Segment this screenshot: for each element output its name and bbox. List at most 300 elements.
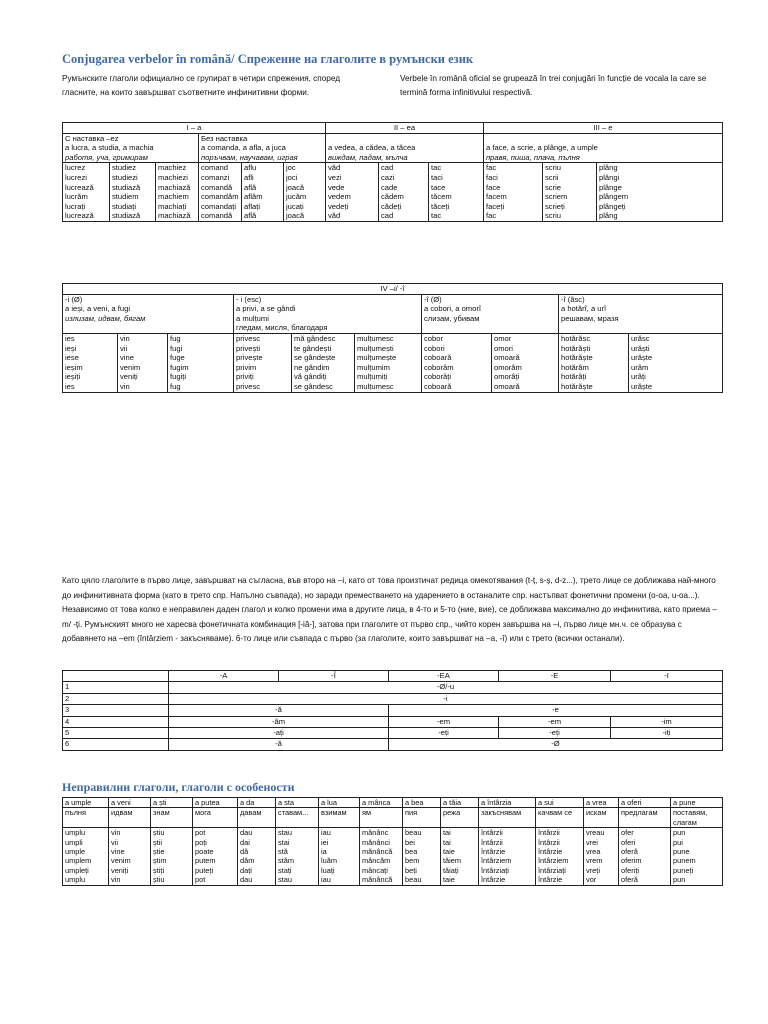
table-cell: plângeți <box>599 201 626 211</box>
table-cell: fugim <box>170 362 189 372</box>
table-cell: joacă <box>286 211 305 221</box>
forms-column <box>284 163 326 222</box>
table-cell: taie <box>443 847 455 857</box>
group-verbs: a face, a scrie, a plânge, a umple <box>486 143 598 153</box>
table-cell <box>536 828 584 885</box>
table-cell: mulțumesc <box>357 333 394 343</box>
table-cell: поставям, слагам <box>671 808 723 828</box>
table-cell: privesc <box>236 333 261 343</box>
table-cell: întârzie <box>538 847 563 857</box>
ending-header: -A <box>169 671 279 682</box>
table-cell: tai <box>443 828 451 838</box>
table-cell: hotărâm <box>561 362 589 372</box>
table-cell: идвам <box>109 808 151 828</box>
table-cell: urâți <box>631 372 646 382</box>
group-verbs: a hotărî, a urî <box>561 304 607 314</box>
table-cell <box>63 828 109 885</box>
table-cell: află <box>244 182 257 192</box>
group-translation: работя, уча, гримирам <box>65 152 148 162</box>
ending-cell: -ați <box>169 728 389 739</box>
table-cell: plângem <box>599 192 629 202</box>
table-cell: iau <box>321 828 331 838</box>
table-cell: режа <box>441 808 479 828</box>
table-cell: vedem <box>328 192 351 202</box>
table-cell: veniți <box>120 372 138 382</box>
table-cell: umpli <box>65 837 83 847</box>
table-cell: face <box>486 182 501 192</box>
table-cell: stăm <box>278 856 295 866</box>
group-translation: решавам, мразя <box>561 313 619 323</box>
table-cell: fac <box>486 163 497 173</box>
table-cell: bea <box>405 847 418 857</box>
table-cell: scrieți <box>545 201 565 211</box>
infinitive-row <box>63 798 723 808</box>
table-cell <box>671 828 723 885</box>
ending-header: -EA <box>389 671 499 682</box>
table-cell: a vrea <box>584 798 619 808</box>
table-cell: omorâm <box>494 362 522 372</box>
group-verbs: a comanda, a afla, a juca <box>201 143 286 153</box>
table-cell: scriu <box>545 211 562 221</box>
table-cell: poți <box>195 837 207 847</box>
table-cell: a oferi <box>619 798 671 808</box>
table-cell: puneți <box>673 865 694 875</box>
table-cell: пия <box>403 808 441 828</box>
table-cell: omori <box>494 343 513 353</box>
forms-column <box>156 163 199 222</box>
table-cell: văd <box>328 211 341 221</box>
ending-header: -E <box>499 671 611 682</box>
table-cell: tăiem <box>443 856 462 866</box>
table-cell: ставам... <box>276 808 319 828</box>
table-cell: iei <box>321 837 329 847</box>
table-cell: omoară <box>494 381 520 391</box>
table-cell: ieșiți <box>65 372 81 382</box>
table-cell: urăște <box>631 353 653 363</box>
table-cell: пълня <box>63 808 109 828</box>
table-cell: aflu <box>244 163 257 173</box>
ending-header: -I <box>611 671 723 682</box>
table-cell: fug <box>170 333 181 343</box>
table-cell: știm <box>153 856 167 866</box>
forms-row <box>63 333 723 392</box>
forms-row <box>63 828 723 885</box>
table-cell: vii <box>120 343 128 353</box>
table-cell: fuge <box>170 353 185 363</box>
group-cell <box>484 133 723 163</box>
table-cell: cad <box>381 163 394 173</box>
table-cell: joc <box>286 163 296 173</box>
ending-cell: -iți <box>611 728 723 739</box>
table-cell: studiem <box>112 192 139 202</box>
table-cell <box>319 828 360 885</box>
table-cell: mănânc <box>362 828 389 838</box>
forms-column <box>543 163 597 222</box>
ending-cell: -im <box>611 716 723 727</box>
table-cell: lucrează <box>65 182 94 192</box>
group-title: С наставка –ez <box>65 133 119 143</box>
forms-column <box>63 333 118 392</box>
group-verbs-extra: a mulțumi <box>236 313 269 323</box>
table-cell: vrea <box>586 847 601 857</box>
table-cell: tăiați <box>443 865 459 875</box>
table-cell: scrie <box>545 182 562 192</box>
table-cell: mulțumești <box>357 343 394 353</box>
table-cell: taie <box>443 875 455 885</box>
group-translation: излизам, идвам, бягам <box>65 313 146 323</box>
table-cell: umplu <box>65 875 86 885</box>
table-cell <box>63 671 169 682</box>
table-cell: mâncați <box>362 865 388 875</box>
table-cell: privim <box>236 362 257 372</box>
table-cell: comand <box>201 163 229 173</box>
table-cell: luați <box>321 865 335 875</box>
group-title: -î (Ø) <box>424 294 442 304</box>
table-cell: pui <box>673 837 683 847</box>
forms-column <box>63 163 110 222</box>
table-cell: fugi <box>170 343 183 353</box>
table-cell: vin <box>111 828 121 838</box>
table-cell: tac <box>431 211 442 221</box>
forms-column <box>597 163 723 222</box>
group-title: -î (ăsc) <box>561 294 585 304</box>
table-cell: studiezi <box>112 172 138 182</box>
group-translation: гледам, мисля, благодаря <box>236 323 328 333</box>
table-cell: scriem <box>545 192 568 202</box>
group-verbs: a lucra, a studia, a machia <box>65 143 154 153</box>
table-cell: veniți <box>111 865 129 875</box>
table-cell: stai <box>278 837 290 847</box>
table-cell: vreți <box>586 865 600 875</box>
table-cell: bei <box>405 837 415 847</box>
table-cell: te gândești <box>294 343 332 353</box>
table-cell <box>109 828 151 885</box>
table-cell: mănânci <box>362 837 390 847</box>
table-cell: oferiți <box>621 865 640 875</box>
table-cell: aflăm <box>244 192 263 202</box>
table-cell: a sui <box>536 798 584 808</box>
forms-column <box>168 333 234 392</box>
table-cell <box>584 828 619 885</box>
ending-cell: -Ø <box>389 739 723 750</box>
table-cell: ne gândim <box>294 362 330 372</box>
forms-column <box>110 163 156 222</box>
table-cell: studiază <box>112 182 141 192</box>
table-cell: beau <box>405 828 422 838</box>
table-cell: lucrăm <box>65 192 88 202</box>
table-cell: beți <box>405 865 417 875</box>
ending-cell: -i <box>169 693 723 704</box>
forms-column <box>118 333 168 392</box>
table-cell: vin <box>120 333 130 343</box>
table-cell: dați <box>240 865 252 875</box>
forms-column <box>484 163 543 222</box>
table-cell: machiem <box>158 192 189 202</box>
intro-romanian: Verbele în română oficial se grupează în trei conjugări în funcție de vocala la care se termină forma infinitivului respectivă. <box>400 74 707 97</box>
table-cell: întârzii <box>538 837 560 847</box>
table-cell: dai <box>240 837 250 847</box>
table-cell: comandă <box>201 211 233 221</box>
table-cell: comandă <box>201 182 233 192</box>
table-cell: află <box>244 211 257 221</box>
table-cell: lucrez <box>65 163 86 173</box>
table-cell: studiază <box>112 211 141 221</box>
forms-column <box>234 333 292 392</box>
table-cell: urăsc <box>631 333 650 343</box>
group-cell <box>199 133 326 163</box>
section-title-irregular: Неправилни глаголи, глаголи с особености <box>62 780 295 794</box>
table-cell: stați <box>278 865 292 875</box>
forms-row <box>63 163 723 222</box>
table-cell: ies <box>65 333 75 343</box>
group-verbs: a ieși, a veni, a fugi <box>65 304 131 314</box>
ending-header: -Î <box>279 671 389 682</box>
table-cell: hotărăsc <box>561 333 591 343</box>
table-cell: luăm <box>321 856 338 866</box>
table-cell: faci <box>486 172 498 182</box>
table-cell: hotărăște <box>561 381 593 391</box>
table-cell: pun <box>673 875 686 885</box>
table-cell: întârziem <box>538 856 569 866</box>
table-cell: beau <box>405 875 422 885</box>
table-cell: давам <box>238 808 276 828</box>
table-cell: hotărâți <box>561 372 587 382</box>
table-cell: a întârzia <box>479 798 536 808</box>
group-translation: правя, пиша, плача, пълня <box>486 152 580 162</box>
group-title: -i (Ø) <box>65 294 83 304</box>
table-cell: știi <box>153 837 163 847</box>
forms-column <box>355 333 422 392</box>
table-cell: hotărăști <box>561 343 591 353</box>
group-translation: слизам, убивам <box>424 313 480 323</box>
table-cell: mănâncă <box>362 847 393 857</box>
table-cell: a lua <box>319 798 360 808</box>
conjugation-table-4 <box>62 283 723 393</box>
ending-cell: -eți <box>389 728 499 739</box>
group-cell <box>234 294 422 333</box>
translation-row <box>63 808 723 828</box>
table-cell: întârzie <box>481 847 506 857</box>
table-cell: предлагам <box>619 808 671 828</box>
table-cell: vă gândiți <box>294 372 327 382</box>
table-cell: cădeți <box>381 201 402 211</box>
table-cell: качвам се <box>536 808 584 828</box>
forms-column <box>242 163 284 222</box>
table-cell: afli <box>244 172 254 182</box>
table-cell: мога <box>193 808 238 828</box>
table-cell: a da <box>238 798 276 808</box>
table-cell: urâm <box>631 362 649 372</box>
table-cell: a ști <box>151 798 193 808</box>
table-cell: lucrați <box>65 201 86 211</box>
table-cell: joacă <box>286 182 305 192</box>
table-cell: poate <box>195 847 214 857</box>
table-cell: taci <box>431 172 443 182</box>
table-cell: vrei <box>586 837 598 847</box>
forms-column <box>422 333 492 392</box>
table-cell: mă gândesc <box>294 333 336 343</box>
forms-column <box>629 333 723 392</box>
group-cell <box>559 294 723 333</box>
table-cell: știe <box>153 847 165 857</box>
table-cell: vezi <box>328 172 342 182</box>
table-cell: pun <box>673 828 686 838</box>
table-cell: dă <box>240 847 249 857</box>
group-translation: виждам, падам, мълча <box>328 152 408 162</box>
table-cell: mulțumește <box>357 353 397 363</box>
table-cell: vine <box>111 847 125 857</box>
table-cell: omor <box>494 333 512 343</box>
forms-column <box>559 333 629 392</box>
table-cell: întârzie <box>481 875 506 885</box>
table-cell: coboară <box>424 353 452 363</box>
table-cell: comandăm <box>201 192 239 202</box>
group-cell <box>422 294 559 333</box>
table-cell: vin <box>111 875 121 885</box>
ending-cell: -em <box>499 716 611 727</box>
table-cell: plâng <box>599 163 618 173</box>
table-cell: a bea <box>403 798 441 808</box>
table-cell: ieșim <box>65 362 83 372</box>
table-cell: urăști <box>631 343 650 353</box>
table-cell: dau <box>240 828 253 838</box>
table-cell: întârzii <box>481 828 503 838</box>
table-cell: искам <box>584 808 619 828</box>
table-cell: oferă <box>621 875 638 885</box>
table-cell: machiez <box>158 163 187 173</box>
conj-header-iii: III – e <box>484 123 723 134</box>
table-cell: a pune <box>671 798 723 808</box>
conj-header-ii: II – ea <box>326 123 484 134</box>
table-cell: întârziem <box>481 856 512 866</box>
ending-cell: -ă <box>169 739 389 750</box>
table-cell: jucați <box>286 201 304 211</box>
group-cell <box>63 133 199 163</box>
conj-header-iv: IV –i/ -î <box>63 284 723 295</box>
table-cell: se gândește <box>294 353 336 363</box>
irregular-verbs-table <box>62 797 723 886</box>
person-number: 2 <box>63 693 169 704</box>
explanation-paragraph: Като цяло глаголите в първо лице, завършват на съгласна, във второ на –i, като от това произтичат редица омекотявания (t-ț, s-ș, d-z...), трето лице се доближава най-много до инфинитивната форма (като в трето спр. Напълно съвпада), но заради преместването на ударението в останалите спр. настъпват фонетични промени (o-oa, u-oa...). Независимо от това колко е неправилен даден глагол и колко промени има в другите лица, в 4-то и 5-то (ние, вие), се доближава максимално до инфинитива, като приема –m/ -ți. Румънският много не харесва фонетичната комбинация [-iă-], затова при глаголите от първо спр., чийто корен завършва на –i, първо лице мн.ч. се образува с добавянето на –em (întârziem - закъсняваме). 6-то лице или съвпада с първо (за глаголите, които завършват на –a, -î) или с трето (всички останали). <box>62 576 717 644</box>
table-cell: știu <box>153 875 165 885</box>
table-cell: stau <box>278 875 292 885</box>
table-cell: a tăia <box>441 798 479 808</box>
table-cell: a mânca <box>360 798 403 808</box>
table-cell <box>403 828 441 885</box>
table-cell: întârziați <box>481 865 509 875</box>
ending-cell: -Ø/-u <box>169 682 723 693</box>
table-cell: vedeți <box>328 201 349 211</box>
table-cell: a veni <box>109 798 151 808</box>
table-cell: dau <box>240 875 253 885</box>
table-cell: mulțumim <box>357 362 390 372</box>
table-cell: vine <box>120 353 134 363</box>
table-cell: iau <box>321 875 331 885</box>
table-cell: coborâm <box>424 362 454 372</box>
person-number: 1 <box>63 682 169 693</box>
table-cell: vede <box>328 182 345 192</box>
group-title: Без наставка <box>201 133 248 143</box>
table-cell: coborâți <box>424 372 452 382</box>
table-cell: joci <box>286 172 298 182</box>
table-cell: cobori <box>424 343 445 353</box>
table-cell: studiez <box>112 163 137 173</box>
table-cell: coboară <box>424 381 452 391</box>
table-cell: studiați <box>112 201 137 211</box>
table-cell: a umple <box>63 798 109 808</box>
table-cell: cade <box>381 182 398 192</box>
table-cell: lucrează <box>65 211 94 221</box>
table-cell: plânge <box>599 182 622 192</box>
table-cell: a putea <box>193 798 238 808</box>
table-cell: tac <box>431 163 442 173</box>
endings-table <box>62 670 723 751</box>
ending-cell: -ăm <box>169 716 389 727</box>
forms-column <box>429 163 484 222</box>
table-cell: mulțumesc <box>357 381 394 391</box>
page-title: Conjugarea verbelor în română/ Спрежение на глаголите в румънски език <box>62 52 474 66</box>
table-cell: machiați <box>158 201 187 211</box>
table-cell: comandați <box>201 201 237 211</box>
table-cell: lucrezi <box>65 172 87 182</box>
table-cell: oferă <box>621 847 638 857</box>
conj-header-i: I – a <box>63 123 326 134</box>
table-cell: hotărăște <box>561 353 593 363</box>
table-cell: machiezi <box>158 172 188 182</box>
forms-column <box>199 163 242 222</box>
table-cell: tai <box>443 837 451 847</box>
table-cell: mulțumiți <box>357 372 388 382</box>
group-title: - i (esc) <box>236 294 262 304</box>
table-cell: ям <box>360 808 403 828</box>
forms-column <box>379 163 429 222</box>
table-cell: umple <box>65 847 86 857</box>
table-cell: plâng <box>599 211 618 221</box>
table-cell: oferim <box>621 856 642 866</box>
table-cell: pot <box>195 875 206 885</box>
table-cell: cad <box>381 211 394 221</box>
table-cell: fug <box>170 381 181 391</box>
conjugation-table-1-3 <box>62 122 723 222</box>
table-cell: cobor <box>424 333 443 343</box>
table-cell: machiază <box>158 211 191 221</box>
table-cell: stă <box>278 847 288 857</box>
table-cell: omoară <box>494 353 520 363</box>
table-cell: oferi <box>621 837 636 847</box>
table-cell <box>151 828 193 885</box>
intro-bulgarian: Румънските глаголи официално се групират в четири спрежения, според гласните, на които завършват съответните инфинитивни форми. <box>62 74 340 97</box>
table-cell: mănâncă <box>362 875 393 885</box>
table-cell: pune <box>673 847 690 857</box>
group-translation: поръчвам, научавам, играя <box>201 152 298 162</box>
table-cell: ofer <box>621 828 634 838</box>
table-cell: ieși <box>65 343 77 353</box>
table-cell: venim <box>120 362 141 372</box>
table-cell: взимам <box>319 808 360 828</box>
group-verbs: a privi, a se gândi <box>236 304 296 314</box>
table-cell: знам <box>151 808 193 828</box>
table-cell: ies <box>65 381 75 391</box>
person-number: 3 <box>63 705 169 716</box>
ending-cell: -ă <box>169 705 389 716</box>
table-cell: vrem <box>586 856 603 866</box>
table-cell: scriu <box>545 163 562 173</box>
table-cell <box>238 828 276 885</box>
forms-column <box>492 333 559 392</box>
table-cell: urăște <box>631 381 653 391</box>
table-cell: comanzi <box>201 172 230 182</box>
group-cell <box>326 133 484 163</box>
